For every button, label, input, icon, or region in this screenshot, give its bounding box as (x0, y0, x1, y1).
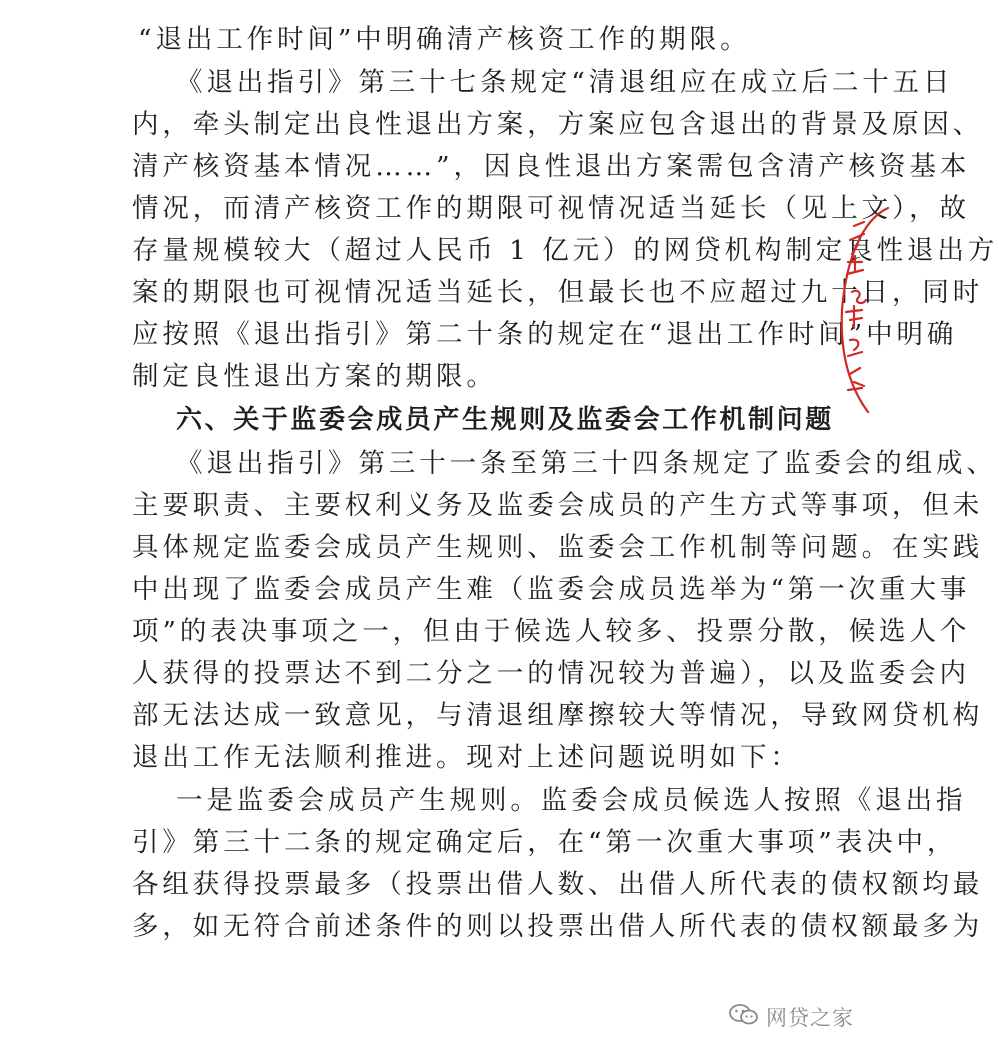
watermark-text: 网贷之家 (766, 1006, 854, 1030)
text-line: 中出现了监委会成员产生难（监委会成员选举为“第一次重大事 (132, 574, 971, 605)
text-line: 存量规模较大（超过人民币 1 亿元）的网贷机构制定良性退出方 (132, 235, 998, 266)
text-line: 项”的表决事项之一，但由于候选人较多、投票分散，候选人个 (132, 616, 971, 647)
text-line: 部无法达成一致意见，与清退组摩擦较大等情况，导致网贷机构 (132, 700, 984, 731)
text-line: 案的期限也可视情况适当延长，但最长也不应超过九十日，同时 (132, 277, 984, 308)
text-line: 内，牵头制定出良性退出方案，方案应包含退出的背景及原因、 (132, 109, 984, 140)
text-line: 人获得的投票达不到二分之一的情况较为普遍），以及监委会内 (132, 658, 970, 689)
text-line: 应按照《退出指引》第二十条的规定在“退出工作时间”中明确 (132, 319, 958, 350)
text-line: “退出工作时间”中明确清产核资工作的期限。 (138, 24, 751, 55)
text-line: 具体规定监委会成员产生规则、监委会工作机制等问题。在实践 (132, 532, 984, 563)
section-heading: 六、关于监委会成员产生规则及监委会工作机制问题 (176, 405, 834, 435)
text-line: 《退出指引》第三十七条规定“清退组应在成立后二十五日 (176, 67, 954, 98)
text-line: 制定良性退出方案的期限。 (132, 361, 497, 392)
text-line: 《退出指引》第三十一条至第三十四条规定了监委会的组成、 (176, 448, 997, 479)
text-line: 情况，而清产核资工作的期限可视情况适当延长（见上文），故 (132, 193, 970, 224)
text-line: 清产核资基本情况……”，因良性退出方案需包含清产核资基本 (132, 151, 971, 182)
text-line: 多，如无符合前述条件的则以投票出借人所代表的债权额最多为 (132, 911, 984, 942)
text-line: 退出工作无法顺利推进。现对上述问题说明如下： (132, 742, 801, 773)
seal-stamp-icon (832, 200, 892, 420)
text-line: 一是监委会成员产生规则。监委会成员候选人按照《退出指 (176, 785, 967, 816)
text-line: 引》第三十二条的规定确定后，在“第一次重大事项”表决中， (132, 827, 958, 858)
text-line: 主要职责、主要权利义务及监委会成员的产生方式等事项，但未 (132, 490, 984, 521)
watermark (728, 1001, 854, 1033)
wechat-icon (728, 1002, 760, 1032)
text-line: 各组获得投票最多（投票出借人数、出借人所代表的债权额均最 (132, 869, 984, 900)
